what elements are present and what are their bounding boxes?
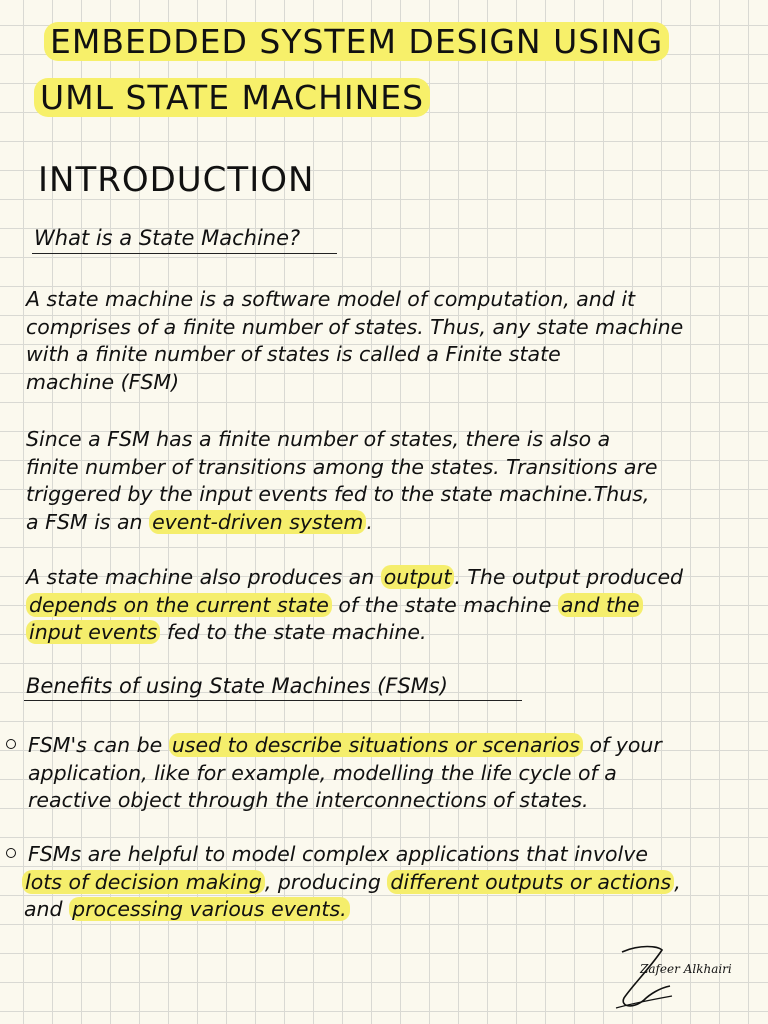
para1-line1: A state machine is a software model of computation, and it	[26, 287, 636, 311]
signature-text: Zafeer Alkhairi	[640, 962, 732, 976]
highlight-describe-situations: used to describe situations or scenarios	[169, 733, 583, 757]
bullet-1-circle-icon	[6, 739, 16, 749]
para1-line2: comprises of a finite number of states. Thus, any state machine	[26, 314, 684, 339]
highlight-different-outputs: different outputs or actions	[387, 870, 674, 894]
bullet1-line3: reactive object through the interconnections of states.	[28, 788, 589, 812]
benefits-underline	[24, 700, 522, 701]
para3-line1	[26, 564, 683, 592]
title-line-2	[34, 78, 430, 117]
highlight-and-the: and the	[558, 593, 643, 617]
title-line-1-text: EMBEDDED SYSTEM DESIGN USING	[44, 22, 669, 61]
para2-line4-a: a FSM is an	[26, 509, 150, 534]
bullet2-line2-c: ,	[674, 869, 681, 894]
highlight-processing-events: processing various events.	[69, 897, 350, 921]
highlight-current-state: depends on the current state	[26, 593, 332, 617]
para3-line1-b: . The output produced	[454, 565, 684, 589]
paragraph-1	[26, 286, 683, 396]
para2-line4-b: .	[366, 509, 373, 534]
para1-line3: with a finite number of states is called a Finite state	[26, 342, 561, 366]
highlight-input-events: input events	[26, 620, 160, 644]
highlight-decision-making: lots of decision making	[22, 870, 265, 894]
para3-line3	[26, 619, 683, 647]
bullet1-line1-a: FSM's can be	[28, 733, 169, 757]
question-heading: What is a State Machine?	[34, 226, 301, 250]
bullet2-line2-b: , producing	[264, 869, 388, 894]
bullet1-line1-b: of your	[582, 733, 662, 757]
highlight-event-driven: event-driven system	[149, 510, 366, 534]
paragraph-3	[26, 564, 683, 647]
para2-line3: triggered by the input events fed to the state machine.Thus,	[26, 482, 650, 506]
bullet2-line2	[22, 869, 681, 897]
title-line-2-text: UML STATE MACHINES	[34, 78, 430, 117]
bullet-2-circle-icon	[6, 848, 16, 858]
bullet2-line3-a: and	[24, 897, 70, 921]
bullet1-line2: application, like for example, modelling the life cycle of a	[28, 760, 617, 785]
paragraph-2	[26, 426, 658, 536]
para2-line2: finite number of transitions among the states. Transitions are	[26, 454, 658, 479]
highlight-output: output	[381, 565, 455, 589]
section-heading: INTRODUCTION	[38, 160, 315, 200]
title-line-1	[44, 22, 669, 61]
para3-line3-b: fed to the state machine.	[160, 620, 427, 644]
bullet1-line1	[28, 732, 662, 760]
signature-mark-icon	[610, 938, 760, 1018]
bullet-2	[24, 841, 681, 924]
para1-line4: machine (FSM)	[26, 369, 180, 394]
bullet2-line1: FSMs are helpful to model complex applications that involve	[28, 842, 648, 866]
para3-line1-a: A state machine also produces an	[26, 565, 381, 589]
bullet2-line3	[24, 896, 681, 924]
para2-line1: Since a FSM has a finite number of states, there is also a	[26, 427, 611, 451]
para3-line2-b: of the state machine	[331, 592, 558, 617]
para3-line2	[26, 592, 683, 620]
para2-line4	[26, 509, 658, 537]
question-underline	[32, 253, 337, 254]
bullet-1	[28, 732, 662, 815]
benefits-heading: Benefits of using State Machines (FSMs)	[26, 674, 448, 698]
